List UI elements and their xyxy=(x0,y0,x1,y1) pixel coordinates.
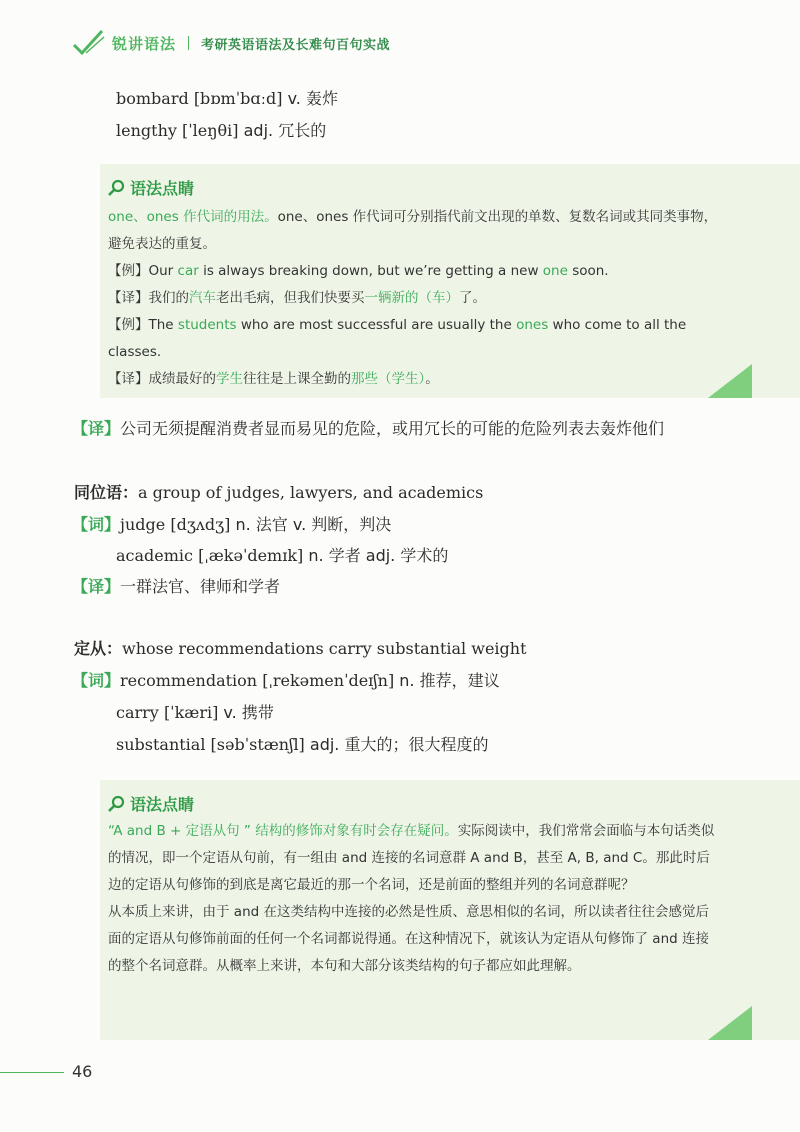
page-number: 46 xyxy=(72,1062,93,1081)
vocab-line: substantial [səbˈstænʃl] adj. 重大的；很大程度的 xyxy=(116,735,489,754)
box-title: 语法点睛 xyxy=(108,176,194,199)
corner-triangle xyxy=(708,364,752,398)
magnifier-icon xyxy=(108,179,126,197)
box-body: one、ones 作代词的用法。one、ones 作代词可分别指代前文出现的单数、复数名词或其同类事物，避免表达的重复。 【例】Our car is always breaking down, but we’re getting a new one soon. 【译】我们的汽车老出毛病，但我们快要买一辆新的（车）了。 【例】The students who are most successful are usually the ones who come to all the classes. 【译】成绩最好的学生往往是上课全勤的那些（学生）。 xyxy=(108,209,718,387)
grammar-note-box xyxy=(100,780,800,1040)
vocab-line: lengthy [ˈleŋθi] adj. 冗长的 xyxy=(116,121,327,140)
running-header xyxy=(72,28,390,58)
brand-name: 锐讲语法 xyxy=(112,34,177,53)
vocab-line: bombard [bɒmˈbɑːd] v. 轰炸 xyxy=(116,89,338,108)
book-subtitle: 考研英语语法及长难句百句实战 xyxy=(201,37,391,53)
vocab-line: academic [ˌækəˈdemɪk] n. 学者 adj. 学术的 xyxy=(116,546,449,565)
translation-line: 【译】一群法官、律师和学者 xyxy=(72,577,281,596)
vocab-line: 【词】recommendation [ˌrekəmenˈdeɪʃn] n. 推荐，建议 xyxy=(72,671,500,690)
grammar-note-box xyxy=(100,164,800,398)
appositive-line: 同位语：a group of judges, lawyers, and academics xyxy=(74,483,484,502)
corner-triangle xyxy=(708,1006,752,1040)
check-pen-icon xyxy=(72,29,106,57)
vocab-line: carry [ˈkæri] v. 携带 xyxy=(116,703,274,722)
header-divider xyxy=(188,36,189,50)
vocab-line: 【词】judge [dʒʌdʒ] n. 法官 v. 判断，判决 xyxy=(72,515,392,534)
box-body: “A and B + 定语从句 ” 结构的修饰对象有时会存在疑问。实际阅读中，我们常常会面临与本句话类似的情况，即一个定语从句前，有一组由 and 连接的名词意群 A and B，甚至 A, B, and C。那此时后边的定语从句修饰的到底是离它最近的那一个名词，还是前面的整组并列的名词意群呢？ 从本质上来讲，由于 and 在这类结构中连接的必然是性质、意思相似的名词，所以读者往往会感觉后面的定语从句修饰前面的任何一个名词都说得通。在这种情况下，就该认为定语从句修饰了 and 连接的整个名词意群。从概率上来讲，本句和大部分该类结构的句子都应如此理解。 xyxy=(108,823,715,974)
magnifier-icon xyxy=(108,795,126,813)
footer-rule xyxy=(0,1072,64,1073)
relative-clause-line: 定从：whose recommendations carry substantial weight xyxy=(74,639,527,658)
box-title: 语法点睛 xyxy=(108,792,194,815)
translation-line: 【译】公司无须提醒消费者显而易见的危险，或用冗长的可能的危险列表去轰炸他们 xyxy=(72,419,665,438)
